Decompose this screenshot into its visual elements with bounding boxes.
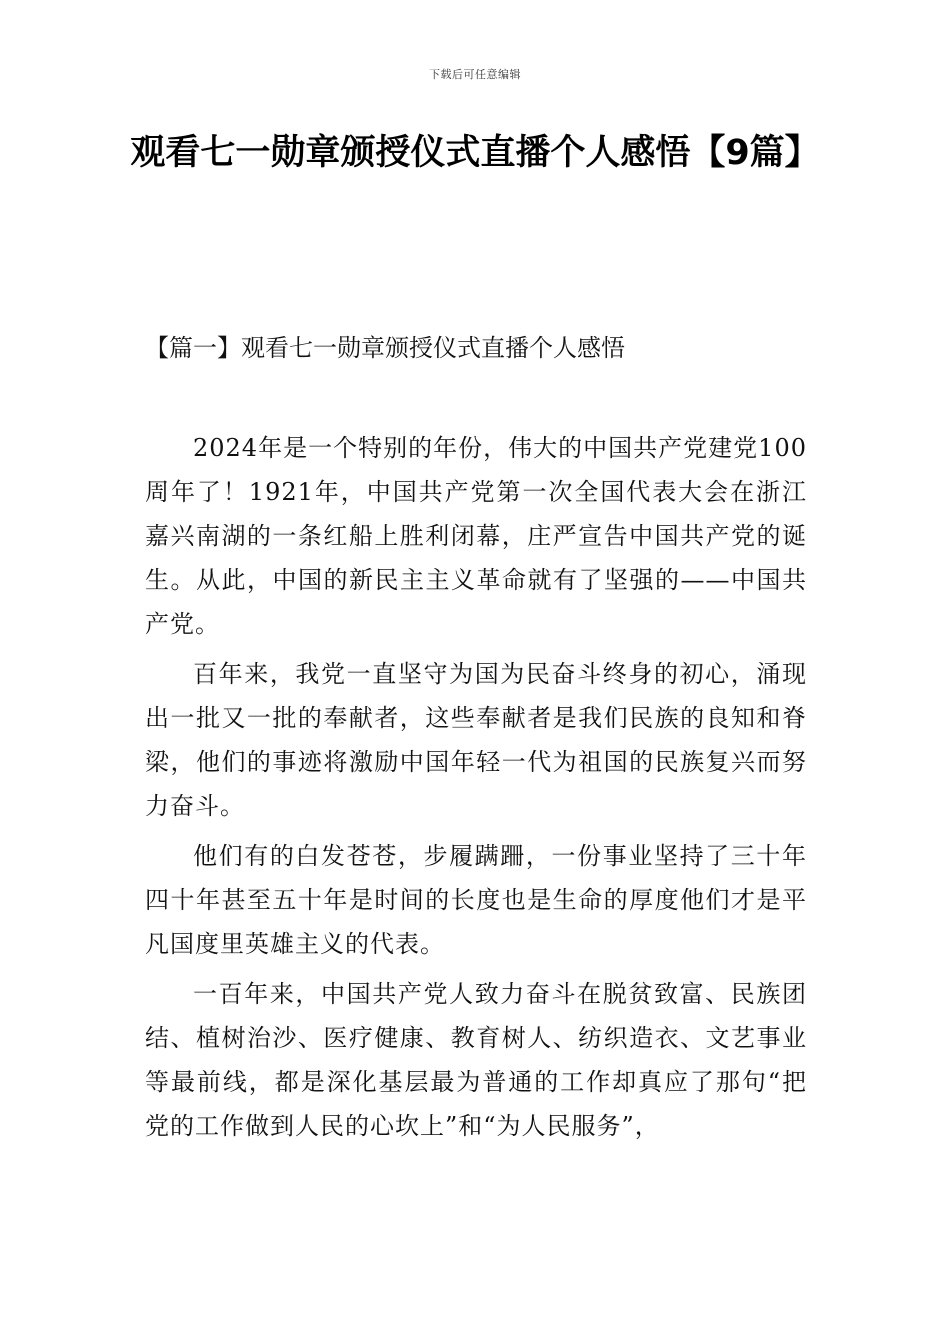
section-heading: 【篇一】观看七一勋章颁授仪式直播个人感悟: [145, 334, 625, 362]
paragraph: 一百年来，中国共产党人致力奋斗在脱贫致富、民族团结、植树治沙、医疗健康、教育树人、纺织造衣、文艺事业等最前线，都是深化基层最为普通的工作却真应了那句“把党的工作做到人民的心坎上”和“为人民服务”，: [145, 980, 807, 1140]
document-body: [145, 426, 807, 1154]
paragraph: 百年来，我党一直坚守为国为民奋斗终身的初心，涌现出一批又一批的奉献者，这些奉献者是我们民族的良知和脊梁，他们的事迹将激励中国年轻一代为祖国的民族复兴而努力奋斗。: [145, 660, 807, 820]
paragraph: 他们有的白发苍苍，步履蹒跚，一份事业坚持了三十年四十年甚至五十年是时间的长度也是生命的厚度他们才是平凡国度里英雄主义的代表。: [145, 842, 807, 958]
header-note: 下载后可任意编辑: [429, 68, 521, 81]
paragraph: 2024年是一个特别的年份，伟大的中国共产党建党100周年了！1921年，中国共产党第一次全国代表大会在浙江嘉兴南湖的一条红船上胜利闭幕，庄严宣告中国共产党的诞生。从此，中国的新民主主义革命就有了坚强的——中国共产党。: [145, 434, 807, 638]
document-title: 观看七一勋章颁授仪式直播个人感悟【9篇】: [130, 133, 820, 173]
